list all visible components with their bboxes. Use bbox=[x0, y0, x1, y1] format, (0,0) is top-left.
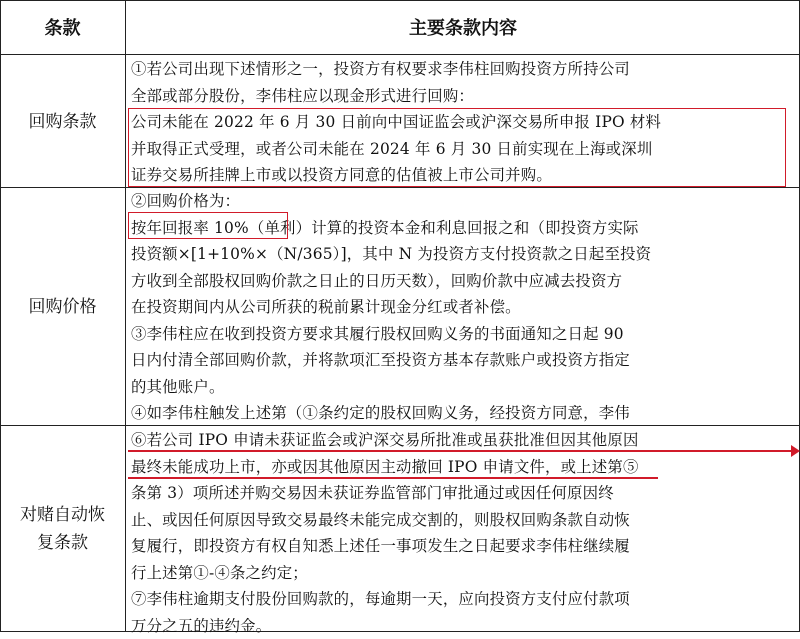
label-line: 复条款 bbox=[20, 529, 105, 557]
text-line: 日内付清全部回购价款，并将款项汇至投资方基本存款账户或投资方指定 bbox=[131, 347, 783, 374]
label-line: 回购价格 bbox=[29, 293, 97, 320]
text-line: 投资额×[1+10%×（N/365）]，其中 N 为投资方支付投资款之日起至投资 bbox=[131, 241, 783, 268]
text-line: 最终未能成功上市，亦或因其他原因主动撤回 IPO 申请文件，或上述第⑤ bbox=[131, 454, 783, 481]
row-content-auto-restore-clause bbox=[131, 427, 783, 639]
text-line: 按年回报率 10%（单利）计算的投资本金和利息回报之和（即投资方实际 bbox=[131, 215, 783, 242]
text-line: 万分之五的违约金。 bbox=[131, 613, 783, 639]
text-line: 全部或部分股份，李伟柱应以现金形式进行回购： bbox=[131, 83, 783, 110]
text-line: 行上述第①-④条之约定； bbox=[131, 560, 783, 587]
text-line: 证券交易所挂牌上市或以投资方同意的估值被上市公司并购。 bbox=[131, 162, 783, 189]
text-line: 止、或因任何原因导致交易最终未能完成交割的，则股权回购条款自动恢 bbox=[131, 507, 783, 534]
text-line: ②回购价格为： bbox=[131, 188, 783, 215]
underline-ipo-clause-2 bbox=[128, 477, 658, 479]
underline-ipo-clause-1 bbox=[128, 450, 793, 452]
text-line: ⑥若公司 IPO 申请未获证监会或沪深交易所批准或虽获批准但因其他原因 bbox=[131, 427, 783, 454]
text-line: ③李伟柱应在收到投资方要求其履行股权回购义务的书面通知之日起 90 bbox=[131, 321, 783, 348]
row-label-repurchase-price bbox=[0, 188, 125, 425]
header-clause: 条款 bbox=[0, 0, 125, 54]
highlight-box-annual-return bbox=[128, 212, 288, 239]
text-line: 条第 3）项所述并购交易因未获证券监管部门审批通过或因任何原因终 bbox=[131, 480, 783, 507]
row-label-auto-restore-clause bbox=[0, 426, 125, 631]
text-line: ⑦李伟柱逾期支付股份回购款的，每逾期一天，应向投资方支付应付款项 bbox=[131, 586, 783, 613]
arrow-right-icon bbox=[791, 445, 800, 457]
label-line: 回购条款 bbox=[29, 108, 97, 135]
text-line: 的其他账户。 bbox=[131, 374, 783, 401]
highlight-box-repurchase-conditions bbox=[128, 108, 786, 187]
text-line: 并取得正式受理，或者公司未能在 2024 年 6 月 30 日前实现在上海或深圳 bbox=[131, 136, 783, 163]
text-line: 在投资期间内从公司所获的税前累计现金分红或者补偿。 bbox=[131, 294, 783, 321]
row-label-repurchase-clause bbox=[0, 55, 125, 187]
label-line: 对赌自动恢 bbox=[20, 501, 105, 529]
text-line: 复履行，即投资方有权自知悉上述任一事项发生之日起要求李伟柱继续履 bbox=[131, 533, 783, 560]
header-content: 主要条款内容 bbox=[126, 0, 800, 54]
column-divider bbox=[125, 0, 126, 632]
text-line: ①若公司出现下述情形之一，投资方有权要求李伟柱回购投资方所持公司 bbox=[131, 56, 783, 83]
text-line: ④如李伟柱触发上述第（①条约定的股权回购义务，经投资方同意，李伟 bbox=[131, 400, 783, 427]
text-line: 公司未能在 2022 年 6 月 30 日前向中国证监会或沪深交易所申报 IPO 材料 bbox=[131, 109, 783, 136]
text-line: 方收到全部股权回购价款之日止的日历天数），回购价款中应减去投资方 bbox=[131, 268, 783, 295]
